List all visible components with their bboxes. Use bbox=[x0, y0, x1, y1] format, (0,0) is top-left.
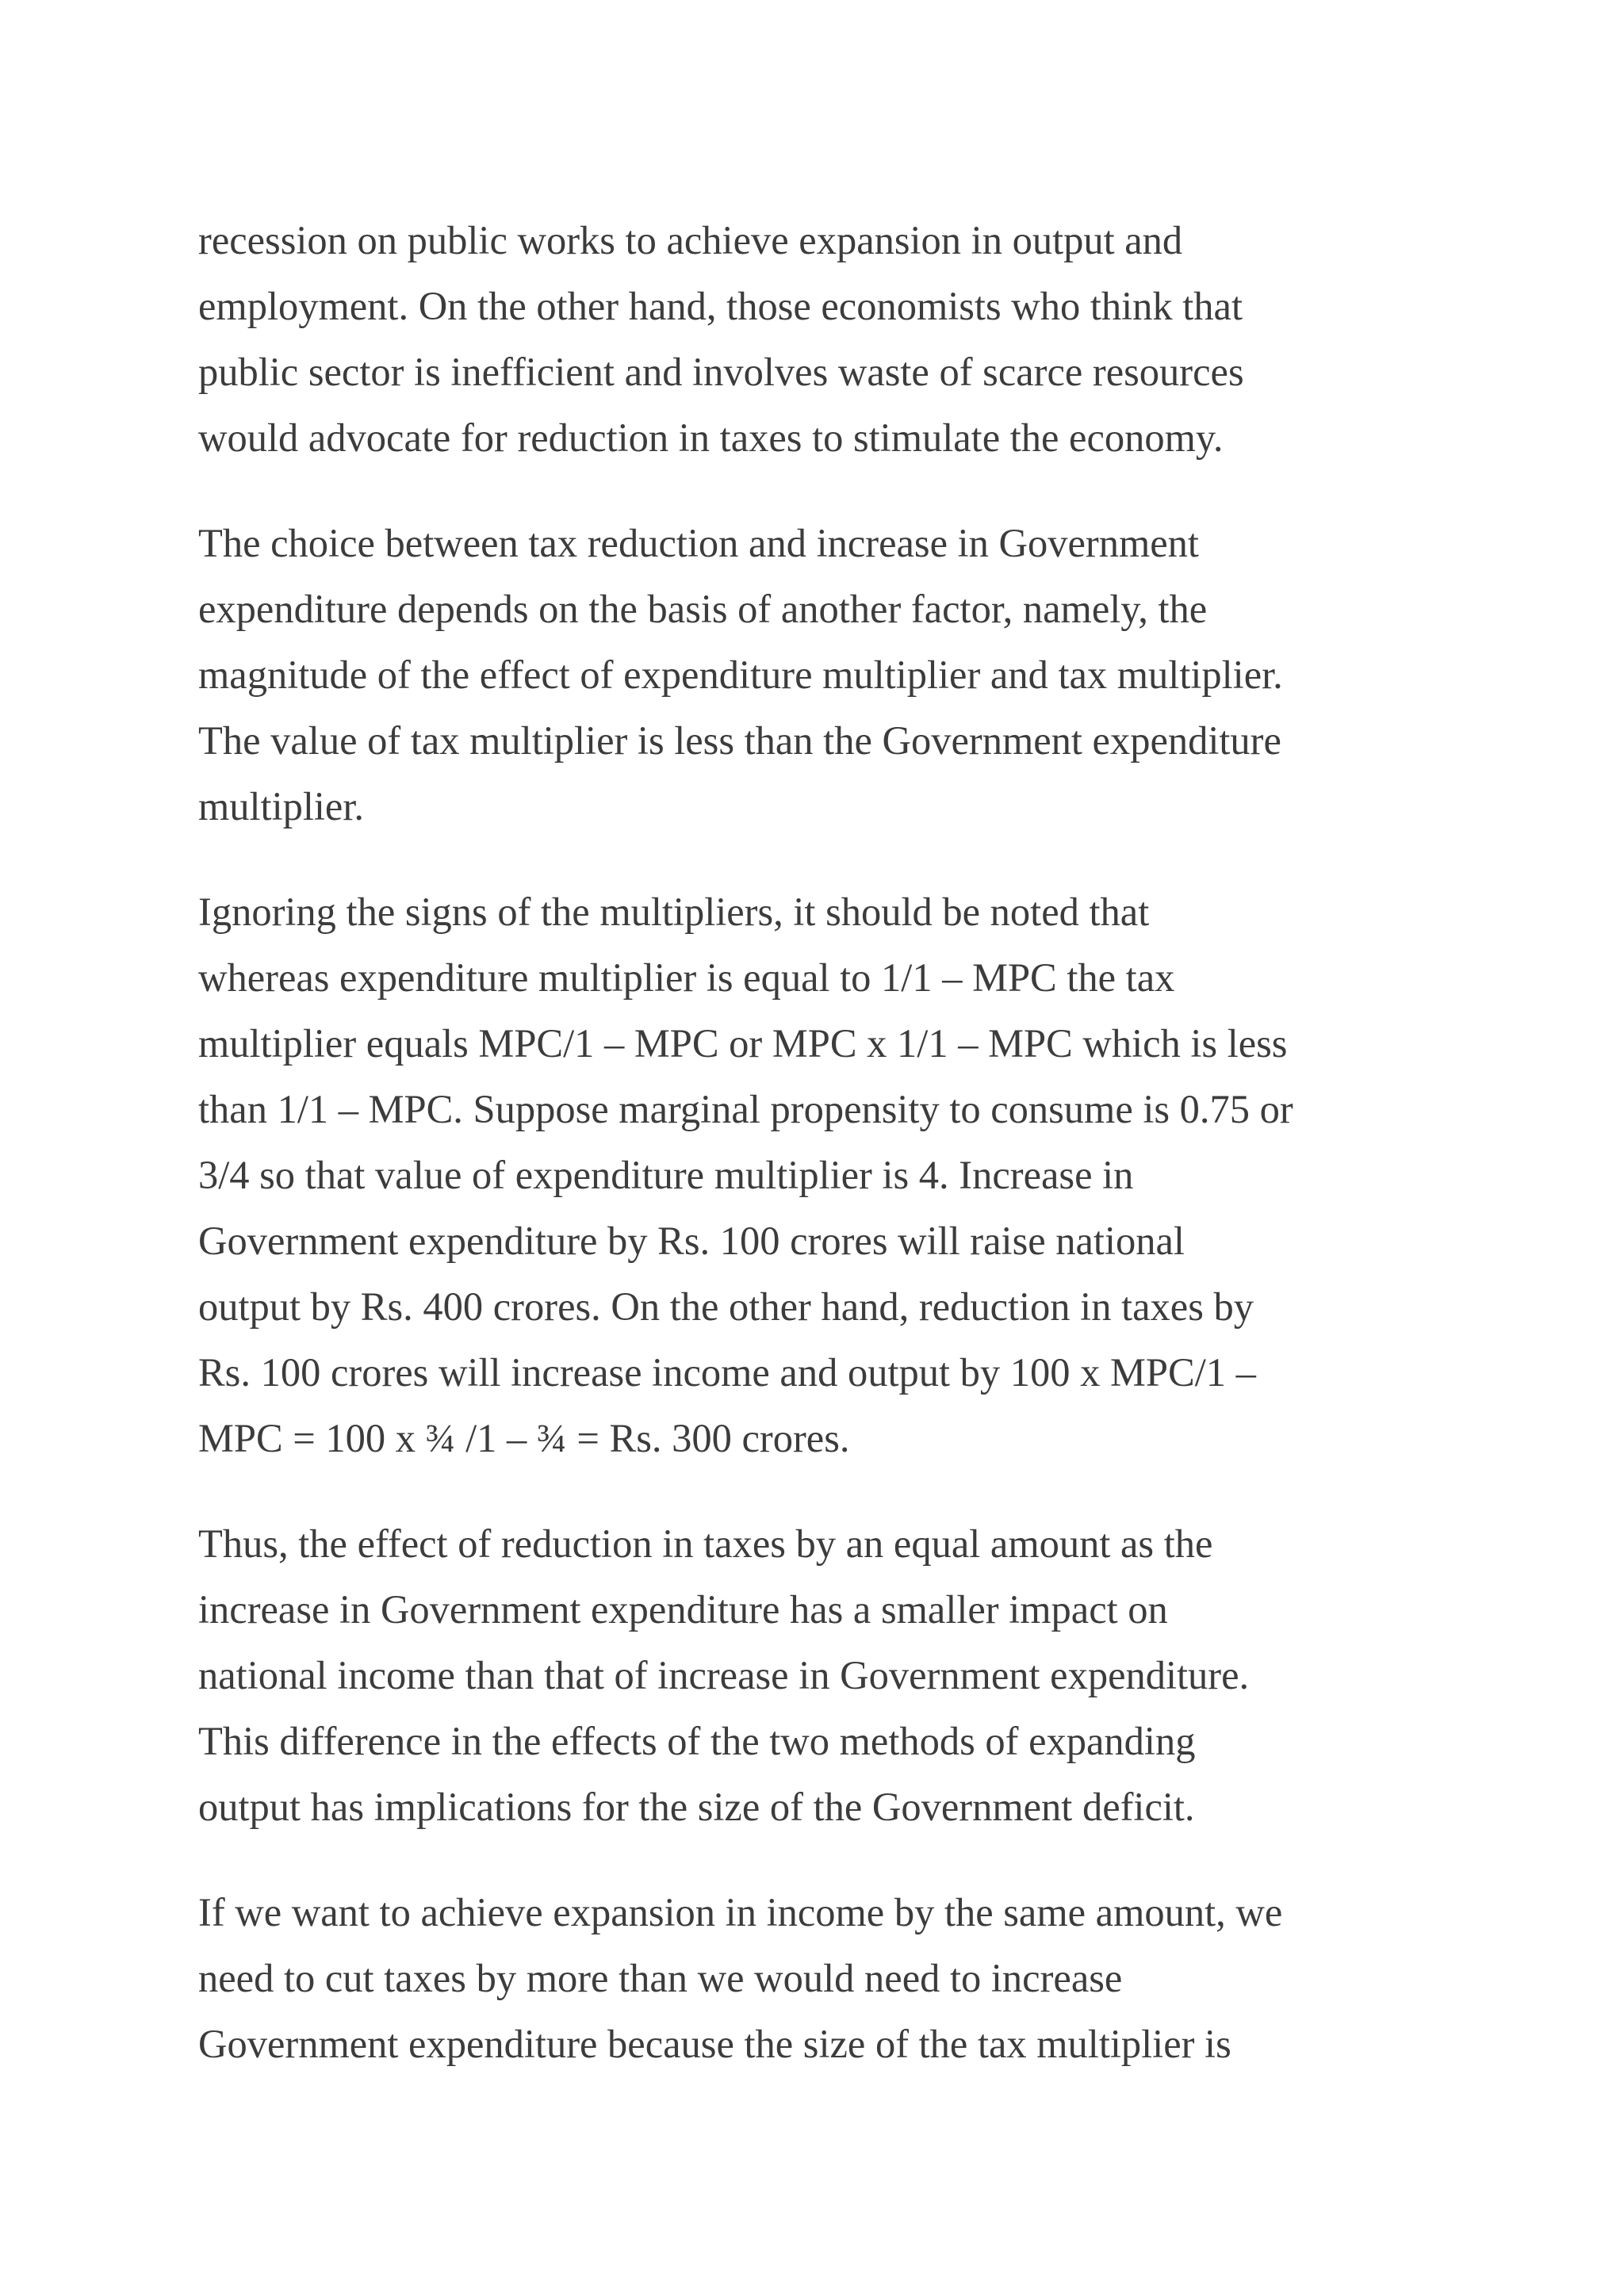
text-line: If we want to achieve expansion in income by the same amount, we bbox=[198, 1890, 1283, 1934]
text-line: expenditure depends on the basis of another factor, namely, the bbox=[198, 587, 1208, 631]
paragraph-1 bbox=[198, 208, 1451, 471]
paragraph-4 bbox=[198, 1511, 1451, 1840]
text-line: whereas expenditure multiplier is equal to 1/1 – MPC the tax bbox=[198, 955, 1175, 1000]
text-line: MPC = 100 x ¾ /1 – ¾ = Rs. 300 crores. bbox=[198, 1416, 850, 1460]
paragraph-5 bbox=[198, 1880, 1451, 2077]
text-line: magnitude of the effect of expenditure multiplier and tax multiplier. bbox=[198, 652, 1283, 697]
text-line: public sector is inefficient and involves waste of scarce resources bbox=[198, 350, 1244, 394]
text-line: than 1/1 – MPC. Suppose marginal propensity to consume is 0.75 or bbox=[198, 1087, 1293, 1131]
text-line: multiplier equals MPC/1 – MPC or MPC x 1/1 – MPC which is less bbox=[198, 1021, 1288, 1066]
text-line: The choice between tax reduction and increase in Government bbox=[198, 521, 1199, 565]
text-line: recession on public works to achieve expansion in output and bbox=[198, 218, 1183, 262]
paragraph-3 bbox=[198, 879, 1451, 1471]
text-line: output has implications for the size of the Government deficit. bbox=[198, 1785, 1195, 1829]
text-line: The value of tax multiplier is less than the Government expenditure bbox=[198, 718, 1281, 763]
text-line: Ignoring the signs of the multipliers, it should be noted that bbox=[198, 890, 1150, 934]
paragraph-2 bbox=[198, 511, 1451, 840]
text-line: Rs. 100 crores will increase income and output by 100 x MPC/1 – bbox=[198, 1350, 1256, 1395]
text-line: national income than that of increase in Government expenditure. bbox=[198, 1653, 1250, 1697]
text-line: output by Rs. 400 crores. On the other hand, reduction in taxes by bbox=[198, 1284, 1254, 1329]
text-line: 3/4 so that value of expenditure multiplier is 4. Increase in bbox=[198, 1153, 1134, 1197]
text-line: multiplier. bbox=[198, 784, 365, 828]
text-line: Government expenditure because the size of the tax multiplier is bbox=[198, 2022, 1231, 2066]
text-line: would advocate for reduction in taxes to stimulate the economy. bbox=[198, 415, 1224, 460]
text-line: increase in Government expenditure has a smaller impact on bbox=[198, 1587, 1168, 1632]
text-line: employment. On the other hand, those economists who think that bbox=[198, 284, 1243, 328]
text-line: This difference in the effects of the two methods of expanding bbox=[198, 1719, 1196, 1763]
text-line: Thus, the effect of reduction in taxes by an equal amount as the bbox=[198, 1521, 1213, 1566]
document-page bbox=[198, 208, 1451, 2117]
text-line: need to cut taxes by more than we would need to increase bbox=[198, 1956, 1123, 2000]
text-line: Government expenditure by Rs. 100 crores will raise national bbox=[198, 1219, 1185, 1263]
